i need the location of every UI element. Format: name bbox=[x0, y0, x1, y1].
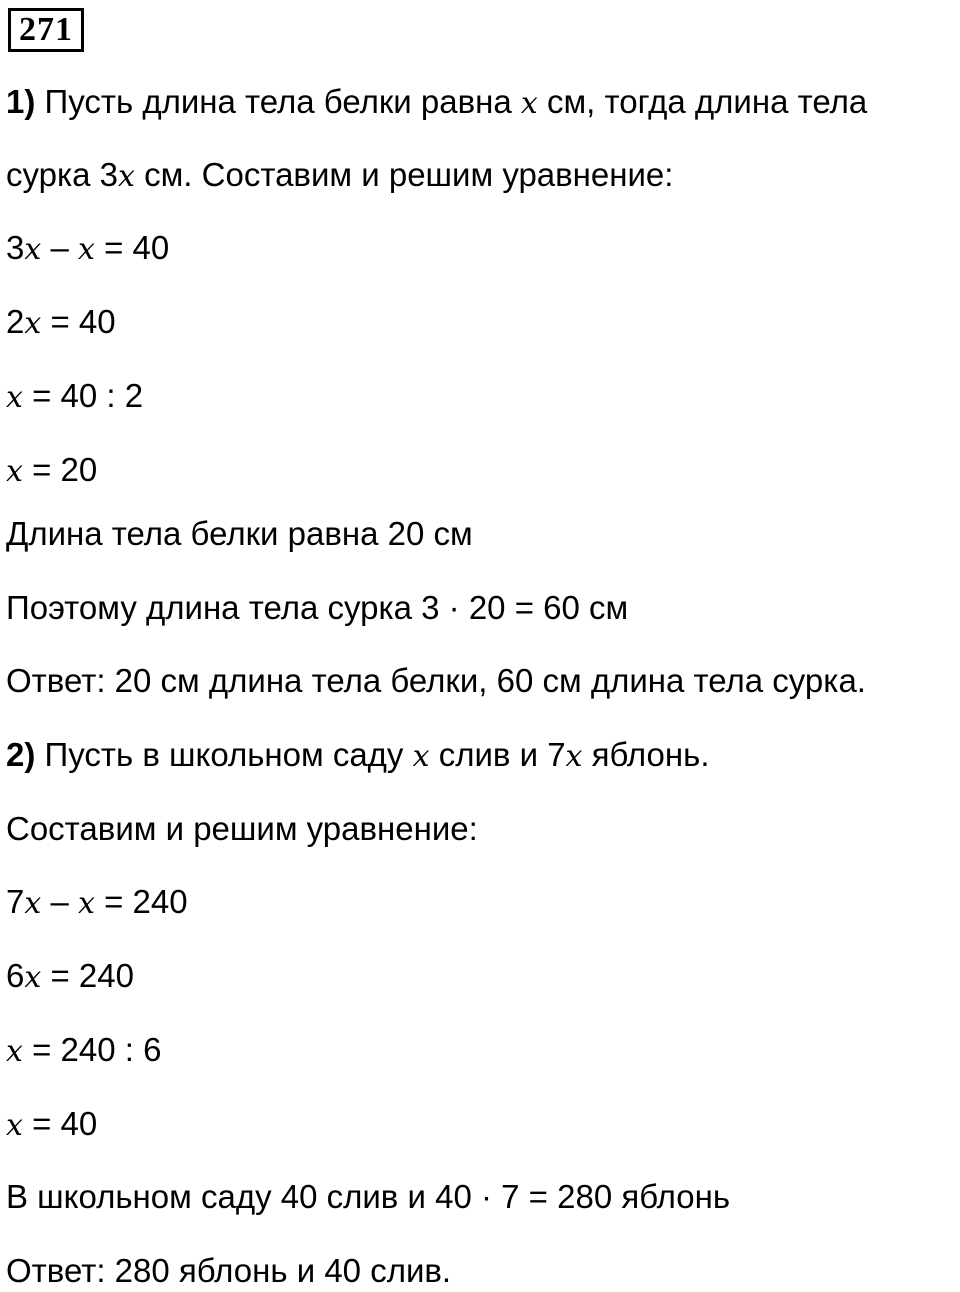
variable-x: 𝑥 bbox=[520, 86, 538, 121]
part1-equation-4 bbox=[6, 450, 97, 492]
variable-x: 𝑥 bbox=[6, 454, 23, 489]
part2-intro-line bbox=[6, 735, 710, 777]
part2-equation-2 bbox=[6, 956, 134, 998]
variable-x: 𝑥 bbox=[24, 886, 42, 921]
eq-rhs: = 240 bbox=[41, 957, 134, 994]
variable-x: 𝑥 bbox=[6, 1108, 23, 1143]
part2-intro-text-c: яблонь. bbox=[582, 736, 710, 773]
eq-coef: 6 bbox=[6, 957, 25, 994]
part2-label: 2) bbox=[6, 736, 36, 773]
part2-intro-text-b: слив и 7 bbox=[429, 736, 566, 773]
eq-rhs: = 40 : 2 bbox=[22, 377, 144, 414]
eq-coef: 2 bbox=[6, 303, 25, 340]
eq-op: – bbox=[41, 229, 78, 266]
part1-setup-line bbox=[6, 155, 673, 197]
variable-x: 𝑥 bbox=[565, 739, 583, 774]
part1-answer: Ответ: 20 см длина тела белки, 60 см длина тела сурка. bbox=[6, 662, 866, 699]
part2-result: В школьном саду 40 слив и 40 · 7 = 280 яблонь bbox=[6, 1178, 731, 1215]
part1-setup-text-a: сурка 3 bbox=[6, 156, 119, 193]
eq-rhs: = 40 bbox=[22, 1105, 98, 1142]
eq-rhs: = 40 bbox=[41, 303, 116, 340]
part2-setup-line: Составим и решим уравнение: bbox=[6, 810, 478, 847]
eq-op: – bbox=[41, 883, 78, 920]
part1-intro-text-b: см, тогда длина тела bbox=[537, 83, 868, 120]
part1-equation-1 bbox=[6, 228, 169, 270]
part1-equation-3 bbox=[6, 376, 143, 418]
part1-intro-text-a: Пусть длина тела белки равна bbox=[35, 83, 521, 120]
variable-x: 𝑥 bbox=[24, 960, 42, 995]
part2-equation-4 bbox=[6, 1104, 97, 1146]
eq-coef: 3 bbox=[6, 229, 25, 266]
eq-rhs: = 240 : 6 bbox=[22, 1031, 162, 1068]
eq-rhs: = 40 bbox=[94, 229, 170, 266]
part2-equation-3 bbox=[6, 1030, 161, 1072]
part1-result-2: Поэтому длина тела сурка 3 · 20 = 60 см bbox=[6, 589, 629, 626]
part1-equation-2 bbox=[6, 302, 116, 344]
part1-setup-text-b: см. Составим и решим уравнение: bbox=[134, 156, 674, 193]
variable-x: 𝑥 bbox=[24, 306, 42, 341]
part2-equation-1 bbox=[6, 882, 188, 924]
variable-x: 𝑥 bbox=[118, 159, 135, 194]
eq-coef: 7 bbox=[6, 883, 25, 920]
eq-rhs: = 240 bbox=[94, 883, 188, 920]
task-number-box: 271 bbox=[8, 8, 84, 52]
part2-answer: Ответ: 280 яблонь и 40 слив. bbox=[6, 1252, 452, 1289]
variable-x: 𝑥 bbox=[77, 886, 95, 921]
variable-x: 𝑥 bbox=[6, 1034, 23, 1069]
part1-label: 1) bbox=[6, 83, 36, 120]
variable-x: 𝑥 bbox=[77, 232, 95, 267]
variable-x: 𝑥 bbox=[6, 380, 23, 415]
variable-x: 𝑥 bbox=[412, 739, 430, 774]
variable-x: 𝑥 bbox=[24, 232, 42, 267]
part1-result-1: Длина тела белки равна 20 см bbox=[6, 515, 473, 552]
part1-intro-line bbox=[6, 82, 867, 124]
eq-rhs: = 20 bbox=[22, 451, 98, 488]
part2-intro-text-a: Пусть в школьном саду bbox=[35, 736, 413, 773]
